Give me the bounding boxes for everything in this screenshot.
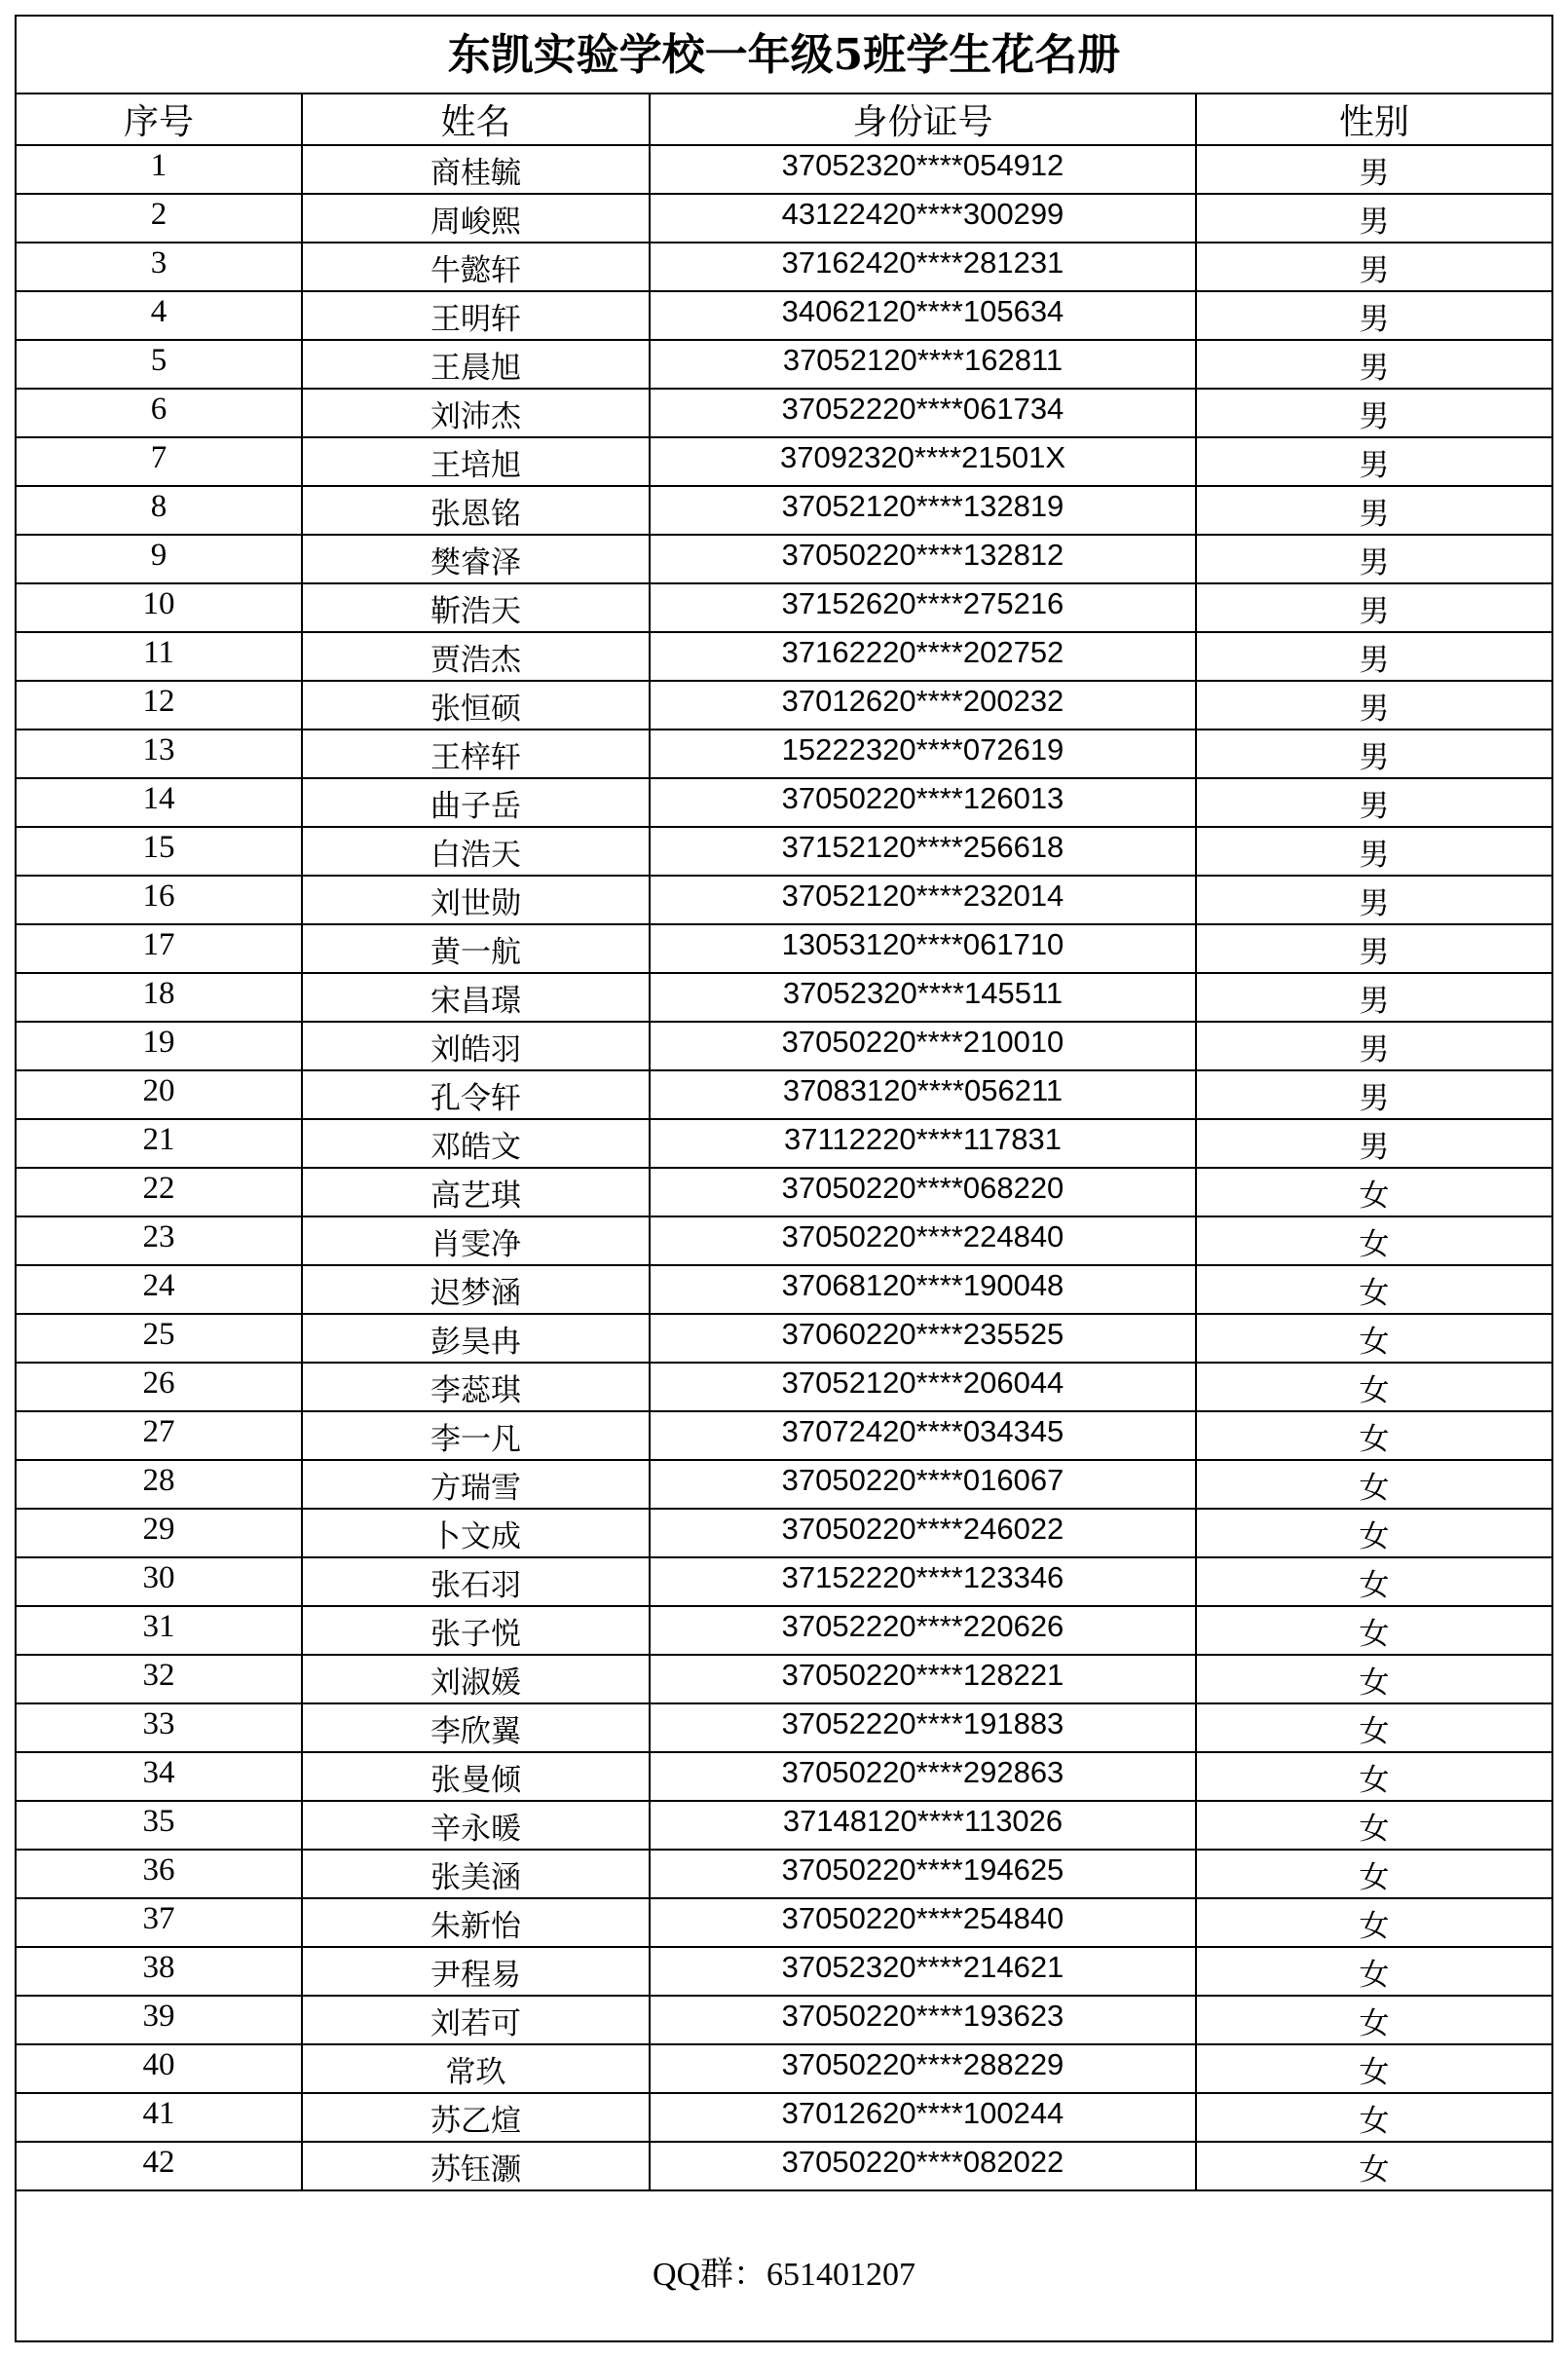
table-row xyxy=(17,2044,1551,2093)
gender: 女 xyxy=(1196,1947,1551,1996)
table-row xyxy=(17,2093,1551,2142)
gender: 女 xyxy=(1196,1314,1551,1363)
gender: 女 xyxy=(1196,1363,1551,1411)
id-number: 37152120****256618 xyxy=(650,827,1196,876)
gender: 女 xyxy=(1196,1606,1551,1655)
table-row xyxy=(17,876,1551,924)
student-name: 李一凡 xyxy=(302,1411,650,1460)
row-number: 18 xyxy=(17,973,302,1022)
student-name: 白浩天 xyxy=(302,827,650,876)
id-number: 37050220****288229 xyxy=(650,2044,1196,2093)
student-name: 樊睿泽 xyxy=(302,535,650,583)
student-name: 常玖 xyxy=(302,2044,650,2093)
id-number: 37052320****145511 xyxy=(650,973,1196,1022)
id-number: 37152620****275216 xyxy=(650,583,1196,632)
row-number: 16 xyxy=(17,876,302,924)
table-row xyxy=(17,1850,1551,1898)
row-number: 2 xyxy=(17,194,302,243)
table-row xyxy=(17,1606,1551,1655)
id-number: 37092320****21501X xyxy=(650,437,1196,486)
row-number: 20 xyxy=(17,1070,302,1119)
gender: 女 xyxy=(1196,1411,1551,1460)
gender: 男 xyxy=(1196,535,1551,583)
row-number: 3 xyxy=(17,243,302,291)
gender: 女 xyxy=(1196,1801,1551,1850)
id-number: 37052120****132819 xyxy=(650,486,1196,535)
row-number: 41 xyxy=(17,2093,302,2142)
student-name: 宋昌璟 xyxy=(302,973,650,1022)
row-number: 35 xyxy=(17,1801,302,1850)
student-name: 贾浩杰 xyxy=(302,632,650,681)
gender: 女 xyxy=(1196,1703,1551,1752)
student-name: 曲子岳 xyxy=(302,778,650,827)
id-number: 37012620****100244 xyxy=(650,2093,1196,2142)
table-row xyxy=(17,583,1551,632)
row-number: 17 xyxy=(17,924,302,973)
gender: 男 xyxy=(1196,389,1551,437)
gender: 男 xyxy=(1196,583,1551,632)
table-row xyxy=(17,778,1551,827)
id-number: 37050220****016067 xyxy=(650,1460,1196,1509)
id-number: 13053120****061710 xyxy=(650,924,1196,973)
row-number: 4 xyxy=(17,291,302,340)
gender: 男 xyxy=(1196,827,1551,876)
student-name: 黄一航 xyxy=(302,924,650,973)
table-row xyxy=(17,1168,1551,1216)
gender: 男 xyxy=(1196,194,1551,243)
id-number: 37162220****202752 xyxy=(650,632,1196,681)
column-header-no: 序号 xyxy=(17,94,302,145)
student-name: 苏乙煊 xyxy=(302,2093,650,2142)
table-row xyxy=(17,1216,1551,1265)
gender: 女 xyxy=(1196,1557,1551,1606)
id-number: 37012620****200232 xyxy=(650,681,1196,730)
table-row xyxy=(17,1947,1551,1996)
id-number: 37052220****220626 xyxy=(650,1606,1196,1655)
student-name: 张美涵 xyxy=(302,1850,650,1898)
id-number: 37050220****254840 xyxy=(650,1898,1196,1947)
row-number: 28 xyxy=(17,1460,302,1509)
student-name: 彭昊冉 xyxy=(302,1314,650,1363)
gender: 女 xyxy=(1196,1996,1551,2044)
id-number: 15222320****072619 xyxy=(650,730,1196,778)
table-row xyxy=(17,1898,1551,1947)
gender: 女 xyxy=(1196,1168,1551,1216)
student-name: 刘沛杰 xyxy=(302,389,650,437)
gender: 男 xyxy=(1196,924,1551,973)
table-row xyxy=(17,486,1551,535)
student-name: 王梓轩 xyxy=(302,730,650,778)
student-name: 刘皓羽 xyxy=(302,1022,650,1070)
roster-sheet xyxy=(15,15,1553,2342)
gender: 男 xyxy=(1196,973,1551,1022)
gender: 男 xyxy=(1196,778,1551,827)
gender: 女 xyxy=(1196,1509,1551,1557)
table-row xyxy=(17,194,1551,243)
gender: 男 xyxy=(1196,1022,1551,1070)
student-name: 尹程易 xyxy=(302,1947,650,1996)
gender: 男 xyxy=(1196,486,1551,535)
gender: 女 xyxy=(1196,1850,1551,1898)
gender: 男 xyxy=(1196,730,1551,778)
table-row xyxy=(17,340,1551,389)
id-number: 37052320****214621 xyxy=(650,1947,1196,1996)
row-number: 30 xyxy=(17,1557,302,1606)
id-number: 37052220****191883 xyxy=(650,1703,1196,1752)
student-name: 靳浩天 xyxy=(302,583,650,632)
gender: 女 xyxy=(1196,2142,1551,2190)
row-number: 39 xyxy=(17,1996,302,2044)
id-number: 37050220****193623 xyxy=(650,1996,1196,2044)
row-number: 10 xyxy=(17,583,302,632)
row-number: 5 xyxy=(17,340,302,389)
id-number: 37050220****126013 xyxy=(650,778,1196,827)
id-number: 37052120****232014 xyxy=(650,876,1196,924)
id-number: 37050220****194625 xyxy=(650,1850,1196,1898)
id-number: 37112220****117831 xyxy=(650,1119,1196,1168)
row-number: 32 xyxy=(17,1655,302,1703)
id-number: 37083120****056211 xyxy=(650,1070,1196,1119)
row-number: 40 xyxy=(17,2044,302,2093)
student-name: 李欣翼 xyxy=(302,1703,650,1752)
student-name: 张恒硕 xyxy=(302,681,650,730)
table-row xyxy=(17,681,1551,730)
student-name: 邓皓文 xyxy=(302,1119,650,1168)
row-number: 23 xyxy=(17,1216,302,1265)
student-name: 孔令轩 xyxy=(302,1070,650,1119)
student-name: 高艺琪 xyxy=(302,1168,650,1216)
row-number: 27 xyxy=(17,1411,302,1460)
row-number: 25 xyxy=(17,1314,302,1363)
row-number: 21 xyxy=(17,1119,302,1168)
student-name: 苏钰灏 xyxy=(302,2142,650,2190)
row-number: 22 xyxy=(17,1168,302,1216)
id-number: 37052220****061734 xyxy=(650,389,1196,437)
student-name: 张曼倾 xyxy=(302,1752,650,1801)
student-name: 刘若可 xyxy=(302,1996,650,2044)
gender: 男 xyxy=(1196,437,1551,486)
id-number: 37050220****128221 xyxy=(650,1655,1196,1703)
gender: 女 xyxy=(1196,2093,1551,2142)
gender: 男 xyxy=(1196,681,1551,730)
student-name: 肖雯净 xyxy=(302,1216,650,1265)
gender: 女 xyxy=(1196,1460,1551,1509)
student-name: 方瑞雪 xyxy=(302,1460,650,1509)
gender: 男 xyxy=(1196,632,1551,681)
gender: 男 xyxy=(1196,340,1551,389)
table-row xyxy=(17,2142,1551,2190)
id-number: 37052320****054912 xyxy=(650,145,1196,194)
student-name: 李蕊琪 xyxy=(302,1363,650,1411)
row-number: 6 xyxy=(17,389,302,437)
id-number: 34062120****105634 xyxy=(650,291,1196,340)
row-number: 9 xyxy=(17,535,302,583)
table-row xyxy=(17,1752,1551,1801)
student-name: 王明轩 xyxy=(302,291,650,340)
id-number: 43122420****300299 xyxy=(650,194,1196,243)
table-row xyxy=(17,1460,1551,1509)
table-row xyxy=(17,1557,1551,1606)
table-row xyxy=(17,1363,1551,1411)
row-number: 8 xyxy=(17,486,302,535)
student-name: 牛懿轩 xyxy=(302,243,650,291)
table-row xyxy=(17,632,1551,681)
id-number: 37152220****123346 xyxy=(650,1557,1196,1606)
table-row xyxy=(17,1070,1551,1119)
page-title: 东凯实验学校一年级5班学生花名册 xyxy=(17,17,1551,94)
row-number: 31 xyxy=(17,1606,302,1655)
row-number: 19 xyxy=(17,1022,302,1070)
student-name: 张石羽 xyxy=(302,1557,650,1606)
student-name: 商桂毓 xyxy=(302,145,650,194)
row-number: 34 xyxy=(17,1752,302,1801)
table-row xyxy=(17,1119,1551,1168)
table-row xyxy=(17,924,1551,973)
table-header-row xyxy=(17,94,1551,145)
student-name: 刘淑媛 xyxy=(302,1655,650,1703)
id-number: 37052120****206044 xyxy=(650,1363,1196,1411)
table-row xyxy=(17,1022,1551,1070)
table-row xyxy=(17,1703,1551,1752)
roster-body xyxy=(17,145,1551,2190)
row-number: 15 xyxy=(17,827,302,876)
row-number: 26 xyxy=(17,1363,302,1411)
row-number: 24 xyxy=(17,1265,302,1314)
id-number: 37050220****292863 xyxy=(650,1752,1196,1801)
table-row xyxy=(17,1265,1551,1314)
gender: 男 xyxy=(1196,291,1551,340)
row-number: 7 xyxy=(17,437,302,486)
roster-table xyxy=(17,94,1551,2191)
gender: 女 xyxy=(1196,1216,1551,1265)
id-number: 37060220****235525 xyxy=(650,1314,1196,1363)
row-number: 1 xyxy=(17,145,302,194)
id-number: 37050220****068220 xyxy=(650,1168,1196,1216)
id-number: 37072420****034345 xyxy=(650,1411,1196,1460)
table-row xyxy=(17,1996,1551,2044)
student-name: 刘世勋 xyxy=(302,876,650,924)
student-name: 张恩铭 xyxy=(302,486,650,535)
row-number: 37 xyxy=(17,1898,302,1947)
row-number: 42 xyxy=(17,2142,302,2190)
id-number: 37148120****113026 xyxy=(650,1801,1196,1850)
id-number: 37052120****162811 xyxy=(650,340,1196,389)
id-number: 37162420****281231 xyxy=(650,243,1196,291)
gender: 女 xyxy=(1196,1655,1551,1703)
gender: 女 xyxy=(1196,1265,1551,1314)
table-row xyxy=(17,1801,1551,1850)
gender: 男 xyxy=(1196,145,1551,194)
student-name: 王培旭 xyxy=(302,437,650,486)
table-row xyxy=(17,1655,1551,1703)
id-number: 37050220****132812 xyxy=(650,535,1196,583)
gender: 男 xyxy=(1196,243,1551,291)
table-row xyxy=(17,291,1551,340)
table-row xyxy=(17,535,1551,583)
gender: 男 xyxy=(1196,1119,1551,1168)
table-row xyxy=(17,1509,1551,1557)
gender: 男 xyxy=(1196,876,1551,924)
gender: 女 xyxy=(1196,1752,1551,1801)
table-row xyxy=(17,145,1551,194)
student-name: 王晨旭 xyxy=(302,340,650,389)
table-row xyxy=(17,389,1551,437)
row-number: 33 xyxy=(17,1703,302,1752)
row-number: 11 xyxy=(17,632,302,681)
row-number: 38 xyxy=(17,1947,302,1996)
row-number: 14 xyxy=(17,778,302,827)
id-number: 37050220****210010 xyxy=(650,1022,1196,1070)
table-row xyxy=(17,437,1551,486)
gender: 女 xyxy=(1196,1898,1551,1947)
table-row xyxy=(17,243,1551,291)
table-row xyxy=(17,1411,1551,1460)
id-number: 37050220****082022 xyxy=(650,2142,1196,2190)
row-number: 12 xyxy=(17,681,302,730)
id-number: 37068120****190048 xyxy=(650,1265,1196,1314)
student-name: 卜文成 xyxy=(302,1509,650,1557)
table-row xyxy=(17,973,1551,1022)
table-row xyxy=(17,827,1551,876)
qq-group-note: QQ群：651401207 xyxy=(652,2257,916,2293)
student-name: 辛永暖 xyxy=(302,1801,650,1850)
id-number: 37050220****246022 xyxy=(650,1509,1196,1557)
row-number: 36 xyxy=(17,1850,302,1898)
table-row xyxy=(17,1314,1551,1363)
gender: 男 xyxy=(1196,1070,1551,1119)
table-row xyxy=(17,730,1551,778)
student-name: 张子悦 xyxy=(302,1606,650,1655)
row-number: 13 xyxy=(17,730,302,778)
column-header-gender: 性别 xyxy=(1196,94,1551,145)
student-name: 周峻熙 xyxy=(302,194,650,243)
student-name: 迟梦涵 xyxy=(302,1265,650,1314)
id-number: 37050220****224840 xyxy=(650,1216,1196,1265)
row-number: 29 xyxy=(17,1509,302,1557)
column-header-id: 身份证号 xyxy=(650,94,1196,145)
student-name: 朱新怡 xyxy=(302,1898,650,1947)
column-header-name: 姓名 xyxy=(302,94,650,145)
gender: 女 xyxy=(1196,2044,1551,2093)
